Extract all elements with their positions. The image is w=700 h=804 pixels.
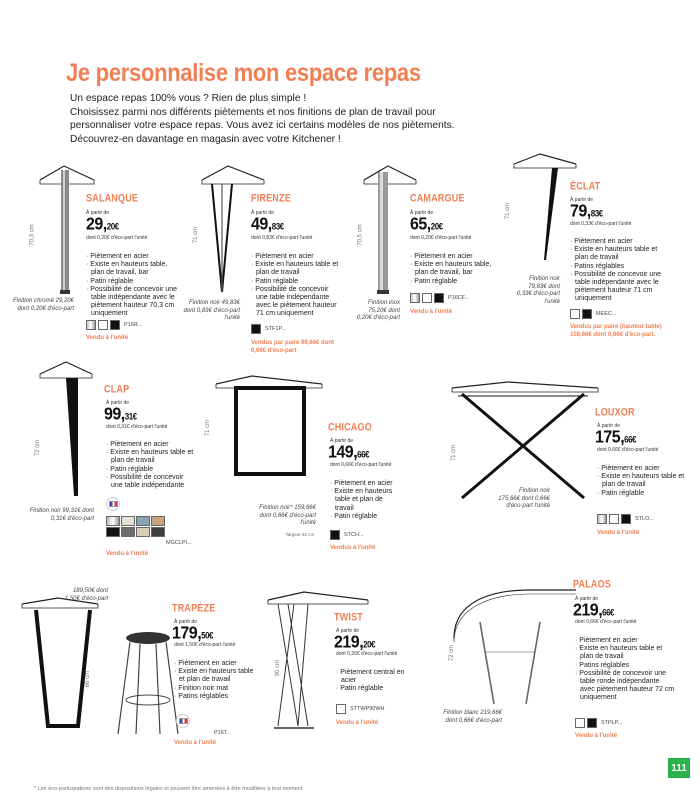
palaos-leg-illustration — [450, 582, 580, 722]
swatch-black[interactable] — [251, 324, 261, 334]
swatch-chrome[interactable] — [106, 516, 120, 526]
chicago-height: 71 cm — [205, 419, 212, 437]
camargue-price — [410, 215, 443, 235]
feature-item: · Patin réglable — [330, 512, 378, 520]
swatch-black[interactable] — [106, 527, 120, 537]
camargue-vendu: Vendu à l'unité — [410, 309, 453, 315]
price-decimal: 31€ — [124, 411, 137, 422]
twist-name: TWIST — [334, 611, 363, 623]
feature-item: · Patin réglable — [106, 465, 154, 473]
clap-made-in-france-icon — [106, 497, 120, 511]
camargue-swatches — [410, 293, 469, 303]
swatch-chrome[interactable] — [86, 320, 96, 330]
louxor-eco: dont 0,66€ d'éco-part l'unité — [597, 447, 659, 453]
chicago-features — [330, 480, 402, 521]
price-main: 179, — [172, 624, 202, 643]
salanque-ref: P16R... — [124, 322, 143, 328]
camargue-name: CAMARGUE — [410, 192, 465, 204]
feature-item: · Existe en hauteurs table, plan de travail, bar — [410, 261, 492, 277]
eclat-eco: dont 0,33€ d'éco-part l'unité — [570, 221, 632, 227]
swatch-blue-grey[interactable] — [136, 516, 150, 526]
louxor-swatches — [597, 514, 654, 524]
chicago-swatches — [330, 530, 364, 540]
swatch-white[interactable] — [609, 514, 619, 524]
feature-item: · Piètement en acier — [410, 253, 473, 260]
palaos-swatches — [575, 718, 622, 728]
swatch-graphite[interactable] — [151, 527, 165, 537]
price-main: 29, — [86, 215, 107, 234]
trapeze-apartir: À partir de — [174, 619, 198, 625]
feature-item: · Piètement en acier — [570, 238, 633, 245]
salanque-name: SALANQUE — [86, 192, 139, 204]
price-main: 219, — [573, 601, 603, 620]
footnote: * Les éco-participations sont des dispositions légales et peuvent être amenées à être modifiées à tout moment — [34, 786, 303, 792]
trapeze-features — [174, 660, 254, 701]
clap-ref: MGCLPI... — [166, 540, 192, 546]
intro-line: personnaliser votre espace repas. Vous avez ici certains modèles de nos piètements. — [70, 120, 455, 131]
eclat-swatches — [570, 309, 616, 319]
price-main: 219, — [334, 633, 364, 652]
trapeze-height: 66 cm — [85, 670, 92, 688]
eclat-finition: Finition noir 79,83€ dont 0,33€ d'éco-part l'unité — [516, 276, 560, 305]
firenze-price — [251, 215, 284, 235]
palaos-price — [573, 601, 614, 621]
palaos-ref: STPLP... — [601, 720, 623, 726]
salanque-apartir: À partir de — [86, 210, 110, 216]
firenze-features — [251, 253, 341, 319]
twist-ref: STTWP90WH — [350, 706, 385, 712]
camargue-finition: Finition inox 75,20€ dont 0,20€ d'éco-part — [356, 300, 400, 321]
eclat-name: ÉCLAT — [570, 180, 601, 192]
trapeze-price — [172, 624, 213, 644]
swatch-chrome[interactable] — [597, 514, 607, 524]
camargue-height: 70,5 cm — [357, 224, 364, 246]
feature-item: · Patins réglables — [570, 262, 625, 270]
trapeze-finition: 189,50€ dont 1,50€ d'éco-part — [64, 588, 108, 602]
swatch-black[interactable] — [587, 718, 597, 728]
price-decimal: 83€ — [590, 208, 603, 219]
price-decimal: 20€ — [430, 221, 443, 232]
swatch-white[interactable] — [98, 320, 108, 330]
feature-item: · Existe en hauteurs table et plan de travail — [174, 668, 254, 684]
camargue-features — [410, 253, 502, 286]
swatch-black[interactable] — [434, 293, 444, 303]
feature-item: · Finition noir mat — [174, 684, 229, 692]
firenze-swatches — [251, 324, 286, 334]
salanque-finition: Finition chromé 29,20€ dont 0,20€ d'éco-part — [12, 298, 74, 312]
feature-item: · Possibilité de concevoir une table indépendante avec le piètement hauteur 71 cm uniquement — [251, 285, 337, 318]
twist-height: 90 cm — [275, 659, 282, 677]
feature-item: · Piètement en acier — [174, 660, 237, 667]
louxor-name: LOUXOR — [595, 406, 635, 418]
eclat-apartir: À partir de — [570, 197, 594, 203]
swatch-inox[interactable] — [410, 293, 420, 303]
clap-features — [106, 441, 194, 490]
price-decimal: 66€ — [357, 449, 369, 460]
salanque-height: 70,3 cm — [29, 224, 36, 246]
camargue-eco: dont 0,20€ d'éco-part l'unité — [410, 235, 472, 241]
firenze-eco: dont 0,83€ d'éco-part l'unité — [251, 235, 313, 241]
louxor-height: 71 cm — [451, 444, 458, 462]
firenze-name: FIRENZE — [251, 192, 291, 204]
swatch-black[interactable] — [582, 309, 592, 319]
feature-item: · Possibilité de concevoir une table indépendante avec le piètement hauteur 70,3 cm uniquement — [86, 285, 178, 318]
swatch-cream[interactable] — [121, 516, 135, 526]
twist-price — [334, 633, 375, 653]
firenze-ref: STF1P... — [265, 326, 286, 332]
trapeze-eco: dont 1,50€ d'éco-part l'unité — [174, 642, 236, 648]
swatch-black[interactable] — [621, 514, 631, 524]
firenze-apartir: À partir de — [251, 210, 275, 216]
swatch-white[interactable] — [570, 309, 580, 319]
feature-item: · Possibilité de concevoir une table ronde indépendante avec piètement hauteur 72 cm uniquement — [575, 669, 675, 702]
twist-apartir: À partir de — [336, 628, 360, 634]
chicago-eco: dont 0,66€ d'éco-part l'unité — [330, 462, 392, 468]
swatch-anthracite[interactable] — [121, 527, 135, 537]
price-decimal: 66€ — [624, 434, 636, 445]
feature-item: · Existe en hauteurs table et plan de travail — [575, 645, 663, 661]
palaos-apartir: À partir de — [575, 596, 599, 602]
louxor-finition: Finition noir 175,66€ dont 0,66€ d'éco-part l'unité — [498, 488, 550, 509]
feature-item: · Existe en hauteurs table et plan de travail — [330, 488, 393, 512]
clap-name: CLAP — [104, 383, 130, 395]
chicago-leg-illustration — [212, 372, 332, 482]
feature-item: · Existe en hauteurs table et plan de travail — [251, 261, 339, 277]
feature-item: · Patin réglable — [410, 277, 458, 285]
feature-item: · Piètement en acier — [251, 253, 314, 260]
clap-vendu: Vendu à l'unité — [106, 551, 149, 557]
palaos-eco: dont 0,66€ d'éco-part l'unité — [575, 619, 637, 625]
firenze-vendu: Vendus par paire 99,66€ dont 0,66€ d'éco-part — [251, 340, 335, 354]
clap-finition: Finition noir 99,31€ dont 0,31€ d'éco-part — [29, 508, 94, 522]
intro-line: Découvrez-en davantage en magasin avec votre Kitchener ! — [70, 133, 341, 145]
price-main: 65, — [410, 215, 431, 234]
trapeze-ref: P16T... — [214, 730, 232, 736]
price-main: 79, — [570, 202, 591, 221]
salanque-price — [86, 215, 119, 235]
feature-item: · Piètement central en acier — [336, 669, 405, 685]
chicago-note: *largeur 62 cm — [285, 532, 315, 537]
clap-eco: dont 0,31€ d'éco-part l'unité — [106, 424, 168, 430]
louxor-features — [597, 465, 691, 498]
swatch-black[interactable] — [110, 320, 120, 330]
louxor-vendu: Vendu à l'unité — [597, 530, 640, 536]
price-main: 149, — [328, 443, 358, 462]
clap-leg-illustration — [36, 356, 96, 506]
clap-price — [104, 405, 137, 425]
feature-item: · Existe en hauteurs table et plan de travail — [570, 246, 658, 262]
feature-item: · Piètement en acier — [106, 441, 169, 448]
intro-line: Choisissez parmi nos différents piètements et nos finitions de plan de travail pour — [70, 106, 436, 118]
eclat-price — [570, 202, 603, 222]
feature-item: · Existe en hauteurs table, plan de travail, bar — [86, 261, 168, 277]
twist-swatches — [336, 704, 385, 714]
feature-item: · Patins réglables — [575, 661, 630, 669]
price-main: 175, — [595, 428, 625, 447]
camargue-apartir: À partir de — [410, 210, 434, 216]
feature-item: · Patin réglable — [597, 489, 645, 497]
feature-item: · Possibilité de concevoir une table indépendante avec le piètement hauteur 71 cm uniquement — [570, 270, 662, 303]
firenze-height: 71 cm — [193, 226, 200, 244]
price-main: 49, — [251, 215, 272, 234]
price-decimal: 66€ — [602, 607, 614, 618]
firenze-finition: Finition noir 49,83€ dont 0,83€ d'éco-part l'unité — [183, 300, 240, 321]
palaos-features — [575, 637, 675, 703]
eclat-ref: MEEC... — [596, 311, 617, 317]
salanque-features — [86, 253, 178, 319]
palaos-vendu: Vendu à l'unité — [575, 733, 618, 739]
louxor-apartir: À partir de — [597, 423, 621, 429]
feature-item: · Piètement en acier — [597, 465, 660, 472]
chicago-vendu: Vendus à l'unité — [330, 545, 376, 551]
salanque-eco: dont 0,20€ d'éco-part l'unité — [86, 235, 148, 241]
eclat-features — [570, 238, 670, 304]
feature-item: · Piètement en acier — [86, 253, 149, 260]
eclat-height: 71 cm — [505, 202, 512, 220]
swatch-sand[interactable] — [136, 527, 150, 537]
swatch-white[interactable] — [422, 293, 432, 303]
page-title: Je personnalise mon espace repas — [66, 58, 421, 87]
chicago-ref: STCH... — [344, 532, 364, 538]
chicago-apartir: À partir de — [330, 438, 354, 444]
eclat-vendu: Vendus par paire (hauteur table) 159,66€ dont 0,66€ d'éco-part. — [570, 324, 662, 338]
chicago-name: CHICAGO — [328, 421, 372, 433]
chicago-finition: Finition noir* 159,66€ dont 0,66€ d'éco-part l'unité — [259, 505, 316, 526]
salanque-swatches — [86, 320, 142, 330]
price-decimal: 20€ — [106, 221, 119, 232]
feature-item: · Existe en hauteurs table et plan de travail — [106, 449, 194, 465]
twist-eco: dont 0,20€ d'éco-part l'unité — [336, 651, 398, 657]
louxor-ref: STLO... — [635, 516, 654, 522]
price-decimal: 83€ — [271, 221, 284, 232]
swatch-white[interactable] — [575, 718, 585, 728]
feature-item: · Patin réglable — [251, 277, 299, 285]
twist-vendu: Vendu à l'unité — [336, 720, 379, 726]
intro-text — [70, 92, 490, 146]
twist-features — [336, 669, 406, 694]
price-decimal: 50€ — [201, 630, 213, 641]
feature-item: · Piètement en acier — [575, 637, 638, 644]
palaos-finition: Finition blanc 219,66€ dont 0,66€ d'éco-part — [443, 710, 502, 724]
trapeze-vendu: Vendu à l'unité — [174, 740, 217, 746]
trapeze-made-in-france-icon — [176, 714, 190, 728]
price-main: 99, — [104, 405, 125, 424]
feature-item: · Possibilité de concevoir une table indépendante — [106, 473, 185, 490]
camargue-ref: P16CF... — [448, 295, 470, 301]
feature-item: · Patins réglables — [174, 692, 229, 700]
feature-item: · Patin réglable — [86, 277, 134, 285]
palaos-name: PALAOS — [573, 578, 612, 590]
swatch-white[interactable] — [336, 704, 346, 714]
intro-line: Un espace repas 100% vous ? Rien de plus simple ! — [70, 93, 307, 104]
louxor-price — [595, 428, 636, 448]
palaos-height: 72 cm — [449, 644, 456, 662]
swatch-oak[interactable] — [151, 516, 165, 526]
swatch-black[interactable] — [330, 530, 340, 540]
feature-item: · Patin réglable — [336, 685, 384, 693]
trapeze-name: TRAPÈZE — [172, 602, 216, 614]
chicago-price — [328, 443, 369, 463]
feature-item: · Existe en hauteurs table et plan de travail — [597, 473, 685, 489]
price-decimal: 20€ — [363, 639, 375, 650]
page-number: 111 — [668, 758, 690, 778]
clap-finish-grid — [106, 516, 165, 537]
trapeze-leg-illustration — [18, 594, 178, 744]
salanque-vendu: Vendu à l'unité — [86, 335, 129, 341]
clap-apartir: À partir de — [106, 400, 130, 406]
clap-height: 72 cm — [35, 439, 42, 457]
feature-item: · Piètement en acier — [330, 480, 393, 487]
